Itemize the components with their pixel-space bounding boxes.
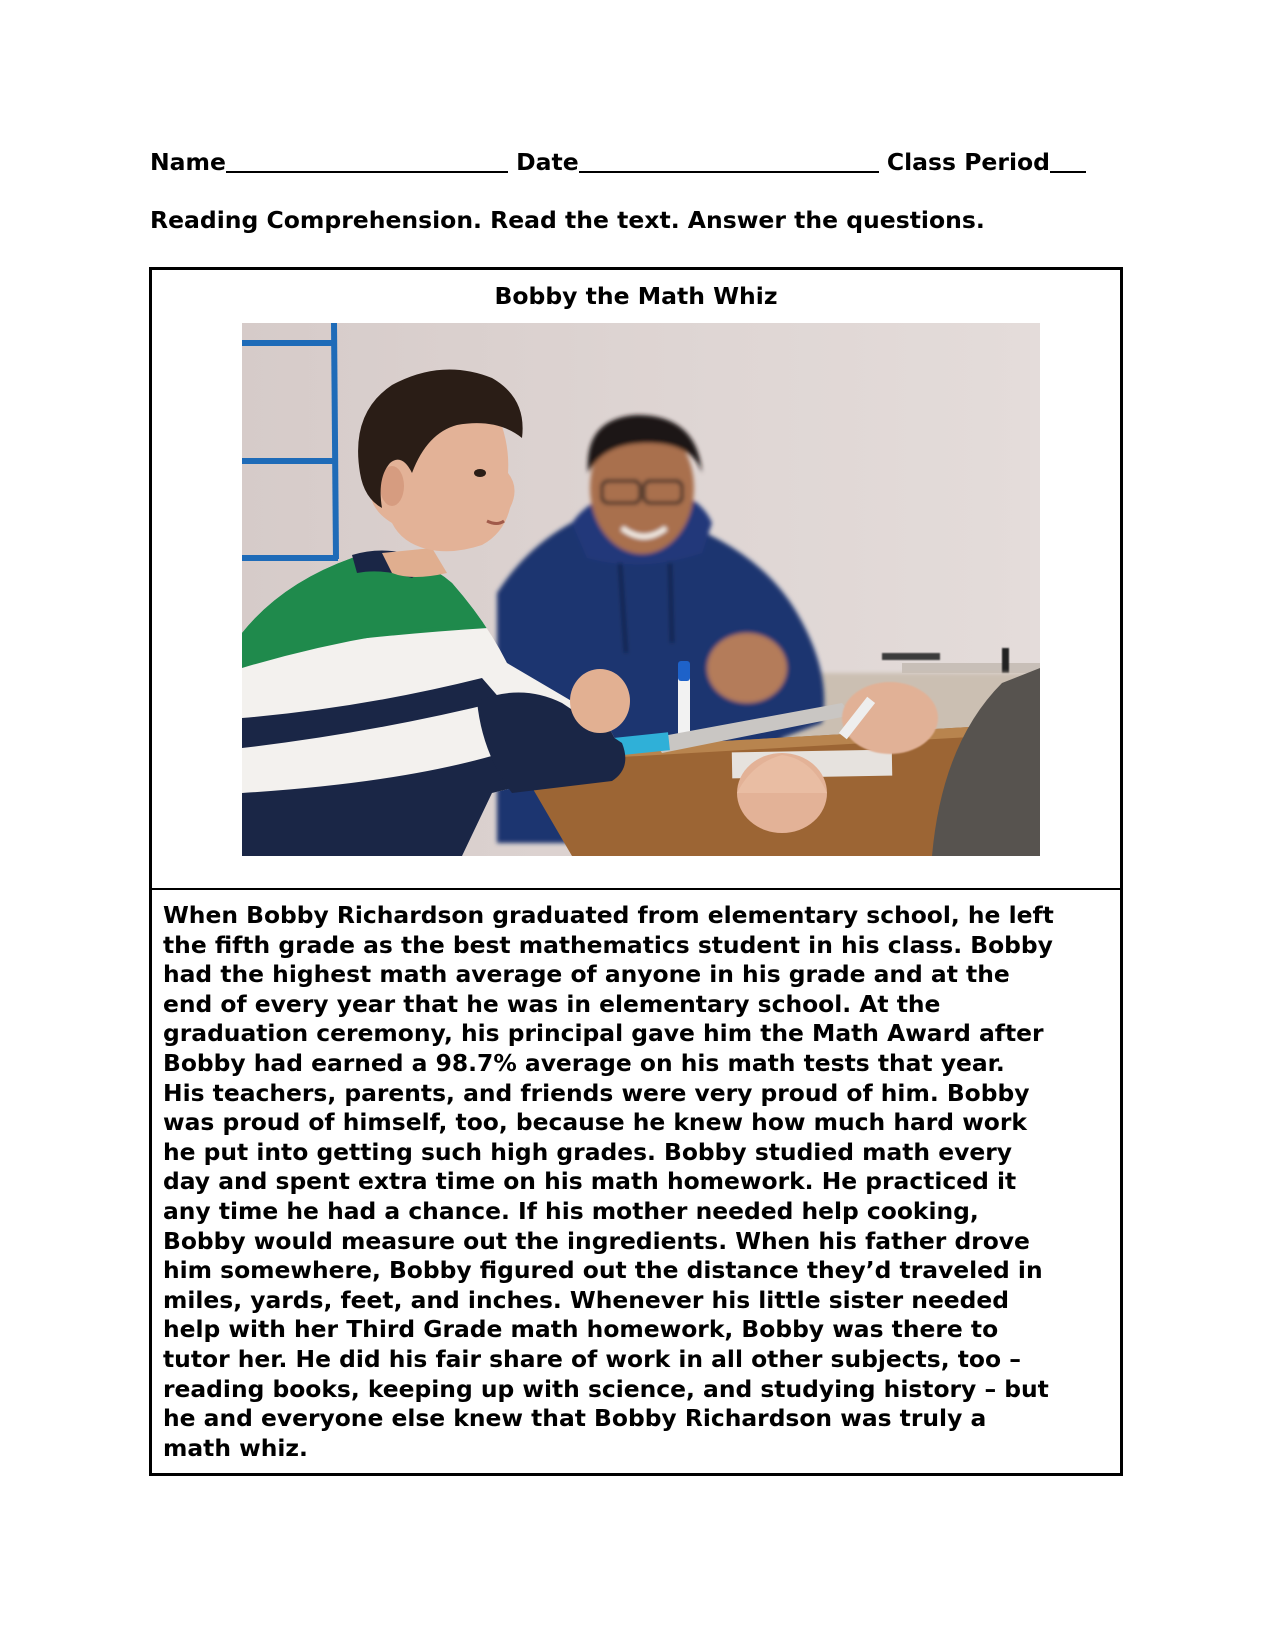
class-period-blank-field[interactable] (1050, 149, 1086, 173)
story-line: he put into getting such high grades. Bobby studied math every (163, 1137, 1012, 1166)
story-line: end of every year that he was in elementary school. At the (163, 989, 941, 1018)
story-line: was proud of himself, too, because he knew how much hard work (163, 1108, 1027, 1137)
date-blank-field[interactable] (579, 149, 879, 173)
story-line: When Bobby Richardson graduated from elementary school, he left (163, 901, 1054, 929)
story-line: math whiz. (163, 1433, 308, 1462)
instructions: Reading Comprehension. Read the text. Answer the questions. (150, 206, 985, 234)
story-line: him somewhere, Bobby figured out the distance they’d traveled in (163, 1256, 1043, 1285)
story-line: any time he had a chance. If his mother needed help cooking, (163, 1196, 979, 1225)
date-label: Date (516, 148, 579, 176)
story-line: tutor her. He did his fair share of work in all other subjects, too – (163, 1344, 1021, 1373)
name-label: Name (150, 148, 226, 176)
story-line: the fifth grade as the best mathematics student in his class. Bobby (163, 930, 1053, 959)
students-photo-illustration (242, 323, 1040, 856)
student-info-line (150, 148, 1086, 176)
story-text (163, 901, 1114, 1463)
story-title: Bobby the Math Whiz (494, 282, 778, 310)
story-line: help with her Third Grade math homework, Bobby was there to (163, 1315, 999, 1344)
story-line: graduation ceremony, his principal gave him the Math Award after (163, 1019, 1044, 1048)
name-blank-field[interactable] (226, 149, 508, 173)
section-divider (152, 888, 1120, 890)
story-photo (242, 323, 1040, 856)
story-line: reading books, keeping up with science, and studying history – but (163, 1374, 1049, 1403)
story-line: day and spent extra time on his math homework. He practiced it (163, 1167, 1017, 1196)
class-period-label: Class Period (886, 148, 1050, 176)
story-line: he and everyone else knew that Bobby Richardson was truly a (163, 1404, 987, 1433)
story-line: Bobby would measure out the ingredients. When his father drove (163, 1226, 1030, 1255)
story-line: had the highest math average of anyone in his grade and at the (163, 960, 1010, 989)
story-line: miles, yards, feet, and inches. Whenever his little sister needed (163, 1285, 1010, 1314)
story-line: Bobby had earned a 98.7% average on his math tests that year. (163, 1048, 1005, 1077)
story-box (149, 267, 1123, 1476)
story-line: His teachers, parents, and friends were very proud of him. Bobby (163, 1078, 1030, 1107)
